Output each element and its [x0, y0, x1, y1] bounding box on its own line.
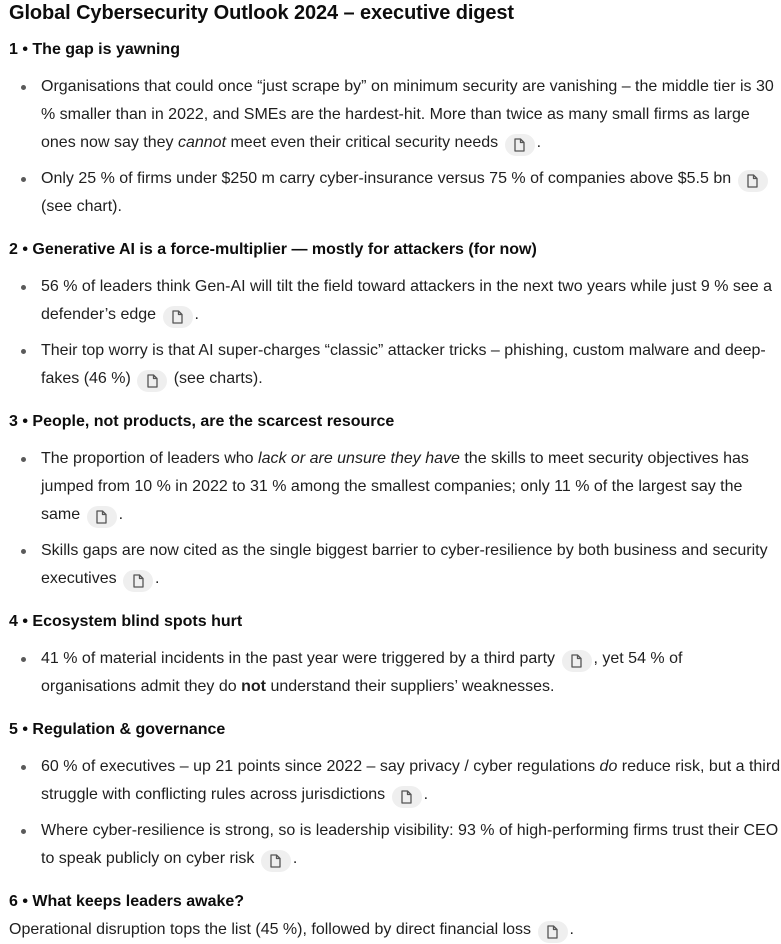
- citation-button[interactable]: [123, 570, 153, 592]
- document-icon: [132, 574, 145, 588]
- document-icon: [546, 925, 559, 939]
- document-icon: [171, 310, 184, 324]
- document-icon: [570, 654, 583, 668]
- closing-paragraph: Operational disruption tops the list (45 %), followed by direct financial loss .: [9, 916, 781, 944]
- list-item: Organisations that could once “just scrape by” on minimum security are vanishing – the middle tier is 30 % smaller than in 2022, and SMEs are the hardest-hit. More than twice as many small firms as large ones now say they cannot meet even their critical security needs .: [41, 73, 781, 157]
- list-item: Skills gaps are now cited as the single biggest barrier to cyber-resilience by both business and security executives .: [41, 537, 781, 593]
- list-item: Only 25 % of firms under $250 m carry cyber-insurance versus 75 % of companies above $5.5 bn (see chart).: [41, 165, 781, 221]
- section-heading-5: 5 • Regulation & governance: [9, 721, 226, 738]
- citation-button[interactable]: [261, 850, 291, 872]
- list-item: 56 % of leaders think Gen-AI will tilt the field toward attackers in the next two years while just 9 % see a defender’s edge .: [41, 273, 781, 329]
- citation-button[interactable]: [87, 506, 117, 528]
- citation-button[interactable]: [562, 650, 592, 672]
- document-icon: [95, 510, 108, 524]
- document-icon: [400, 790, 413, 804]
- section-heading-4: 4 • Ecosystem blind spots hurt: [9, 613, 243, 630]
- list-item: 41 % of material incidents in the past year were triggered by a third party , yet 54 % of organisations admit they do not understand their suppliers’ weaknesses.: [41, 645, 781, 701]
- document-icon: [746, 174, 759, 188]
- citation-button[interactable]: [392, 786, 422, 808]
- citation-button[interactable]: [137, 370, 167, 392]
- list-item: The proportion of leaders who lack or are unsure they have the skills to meet security objectives has jumped from 10 % in 2022 to 31 % among the smallest companies; only 11 % of the largest say the same .: [41, 445, 781, 529]
- list-item: 60 % of executives – up 21 points since 2022 – say privacy / cyber regulations do reduce risk, but a third struggle with conflicting rules across jurisdictions .: [41, 753, 781, 809]
- section-heading-2: 2 • Generative AI is a force-multiplier — mostly for attackers (for now): [9, 241, 537, 258]
- section-heading-1: 1 • The gap is yawning: [9, 41, 180, 58]
- list-item: Where cyber-resilience is strong, so is leadership visibility: 93 % of high-performing firms trust their CEO to speak publicly on cyber risk .: [41, 817, 781, 873]
- citation-button[interactable]: [738, 170, 768, 192]
- document-icon: [513, 138, 526, 152]
- list-item: Their top worry is that AI super-charges “classic” attacker tricks – phishing, custom malware and deep-fakes (46 %) (see charts).: [41, 337, 781, 393]
- document-icon: [269, 854, 282, 868]
- document-icon: [146, 374, 159, 388]
- citation-button[interactable]: [505, 134, 535, 156]
- section-heading-6: 6 • What keeps leaders awake?: [9, 893, 245, 910]
- page-title: Global Cybersecurity Outlook 2024 – executive digest: [9, 2, 514, 24]
- citation-button[interactable]: [538, 921, 568, 943]
- citation-button[interactable]: [163, 306, 193, 328]
- section-heading-3: 3 • People, not products, are the scarcest resource: [9, 413, 395, 430]
